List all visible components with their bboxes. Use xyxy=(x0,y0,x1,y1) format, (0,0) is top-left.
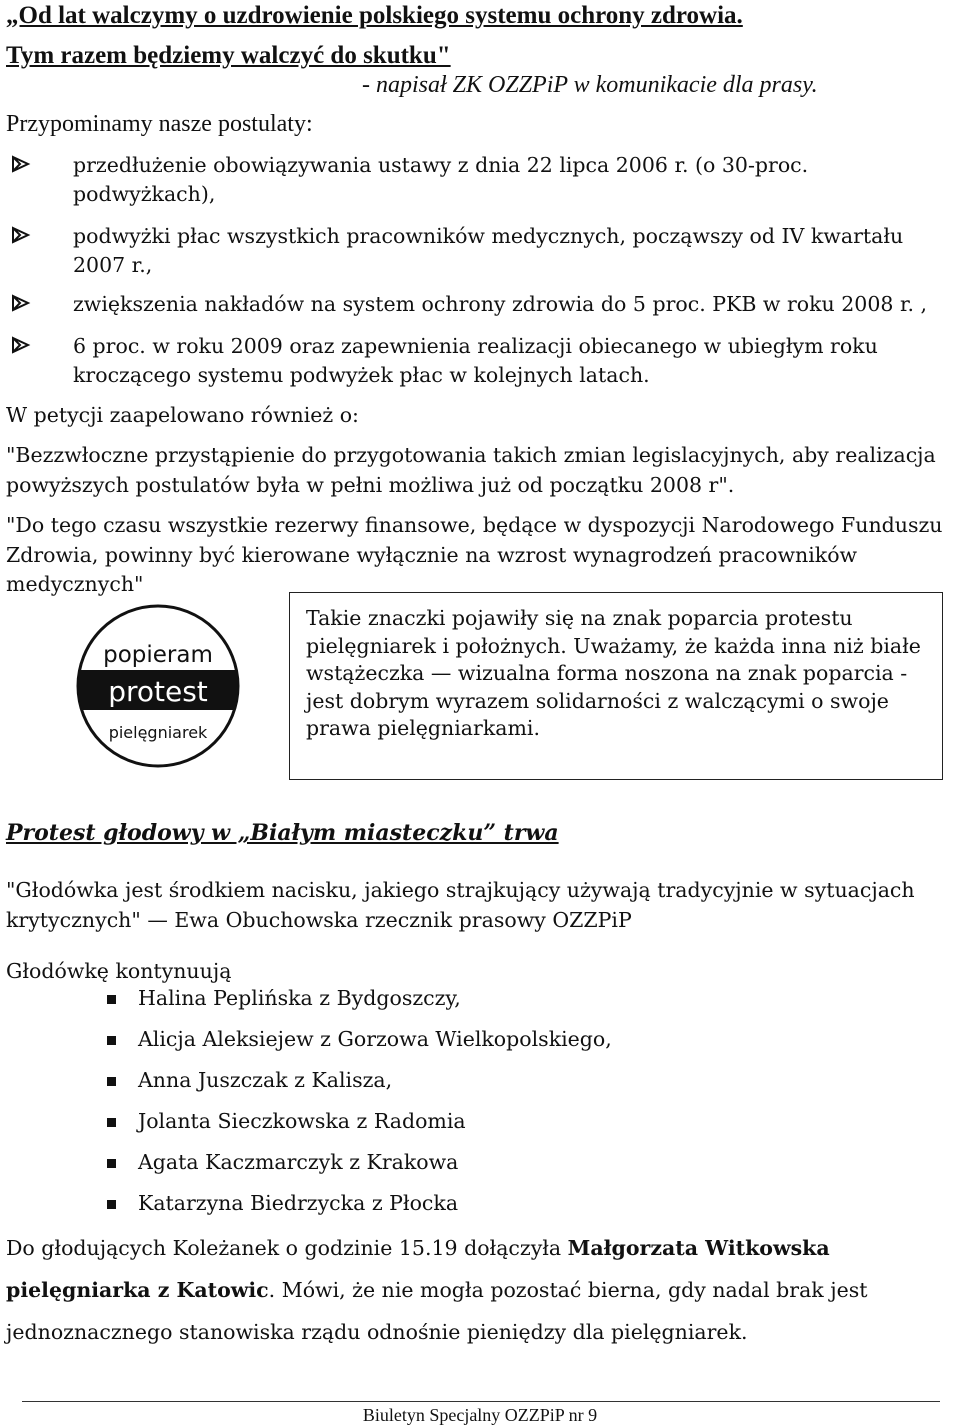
protest-badge xyxy=(76,604,240,768)
square-bullet-icon xyxy=(107,995,116,1004)
square-bullet-icon xyxy=(107,1200,116,1209)
arrow-bullet-icon xyxy=(10,332,36,358)
arrow-bullet-icon xyxy=(10,222,36,248)
closing-line-2 xyxy=(6,1276,868,1305)
petition-quote-2: "Do tego czasu wszystkie rezerwy finansowe, będące w dyspozycji Narodowego Funduszu Zdrowia, powinny być kierowane wyłącznie na wzrost wynagrodzeń pracowników medycznych" xyxy=(6,513,943,596)
postulate-text: podwyżki płac wszystkich pracowników medycznych, począwszy od IV kwartału 2007 r., xyxy=(73,224,904,277)
badge-bottom-text: pielęgniarek xyxy=(108,723,208,742)
petition-intro: W petycji zaapelowano również o: xyxy=(6,403,359,427)
arrow-bullet-icon xyxy=(10,290,36,316)
header-attribution: - napisał ZK OZZPiP w komunikacie dla prasy. xyxy=(362,72,818,98)
closing-text: Do głodujących Koleżanek o godzinie 15.19 dołączyła xyxy=(6,1236,568,1260)
list-item: Halina Peplińska z Bydgoszczy, xyxy=(138,986,461,1010)
header-line-1: „Od lat walczymy o uzdrowienie polskiego systemu ochrony zdrowia. xyxy=(6,2,743,29)
postulate-text: 6 proc. w roku 2009 oraz zapewnienia realizacji obiecanego w ubiegłym roku kroczącego systemu podwyżek płac w kolejnych latach. xyxy=(73,334,878,387)
postulate-item xyxy=(0,332,960,392)
square-bullet-icon xyxy=(107,1159,116,1168)
list-item: Jolanta Sieczkowska z Radomia xyxy=(138,1109,466,1133)
square-bullet-icon xyxy=(107,1118,116,1127)
postulate-item xyxy=(0,151,960,211)
header-line-2: Tym razem będziemy walczyć do skutku" xyxy=(6,42,451,69)
closing-text: . Mówi, że nie mogła pozostać bierna, gdy nadal brak jest xyxy=(268,1278,868,1302)
petition-quote-1: "Bezzwłoczne przystąpienie do przygotowania takich zmian legislacyjnych, aby realizacja powyższych postulatów była w pełni możliwa już od początku 2008 r". xyxy=(6,443,936,497)
badge-middle-text: protest xyxy=(108,675,208,708)
footer-divider xyxy=(22,1401,940,1402)
section-title: Protest głodowy w „Białym miasteczku” trwa xyxy=(6,820,559,846)
strikers-intro: Głodówkę kontynuują xyxy=(6,959,232,983)
closing-line-1 xyxy=(6,1234,830,1263)
postulate-text: przedłużenie obowiązywania ustawy z dnia 22 lipca 2006 r. (o 30-proc. podwyżkach), xyxy=(73,153,809,206)
postulates-intro: Przypominamy nasze postulaty: xyxy=(6,111,313,137)
arrow-bullet-icon xyxy=(10,151,36,177)
postulate-text: zwiększenia nakładów na system ochrony zdrowia do 5 proc. PKB w roku 2008 r. , xyxy=(73,292,928,316)
footer-text: Biuletyn Specjalny OZZPiP nr 9 xyxy=(362,1405,598,1425)
badge-top-text: popieram xyxy=(103,642,213,668)
closing-name: Małgorzata Witkowska xyxy=(567,1236,830,1260)
closing-role: pielęgniarka z Katowic xyxy=(6,1278,269,1302)
hunger-strike-quote: "Głodówka jest środkiem nacisku, jakiego strajkujący używają tradycyjnie w sytuacjach krytycznych" — Ewa Obuchowska rzecznik prasowy OZZPiP xyxy=(6,878,915,932)
list-item: Anna Juszczak z Kalisza, xyxy=(138,1068,393,1092)
closing-line-3: jednoznacznego stanowiska rządu odnośnie pieniędzy dla pielęgniarek. xyxy=(6,1320,748,1344)
info-box xyxy=(289,592,943,780)
square-bullet-icon xyxy=(107,1077,116,1086)
list-item: Agata Kaczmarczyk z Krakowa xyxy=(138,1150,459,1174)
square-bullet-icon xyxy=(107,1036,116,1045)
postulate-item xyxy=(0,290,960,320)
list-item: Katarzyna Biedrzycka z Płocka xyxy=(138,1191,459,1215)
postulate-item xyxy=(0,222,960,282)
info-box-text: Takie znaczki pojawiły się na znak poparcia protestu pielęgniarek i położnych. Uważamy, że każda inna niż białe wstążeczka — wizualna forma noszona na znak poparcia - jest dobrym wyrazem solidarności z walczącymi o swoje prawa pielęgniarkami. xyxy=(306,606,921,740)
list-item: Alicja Aleksiejew z Gorzowa Wielkopolskiego, xyxy=(138,1027,612,1051)
